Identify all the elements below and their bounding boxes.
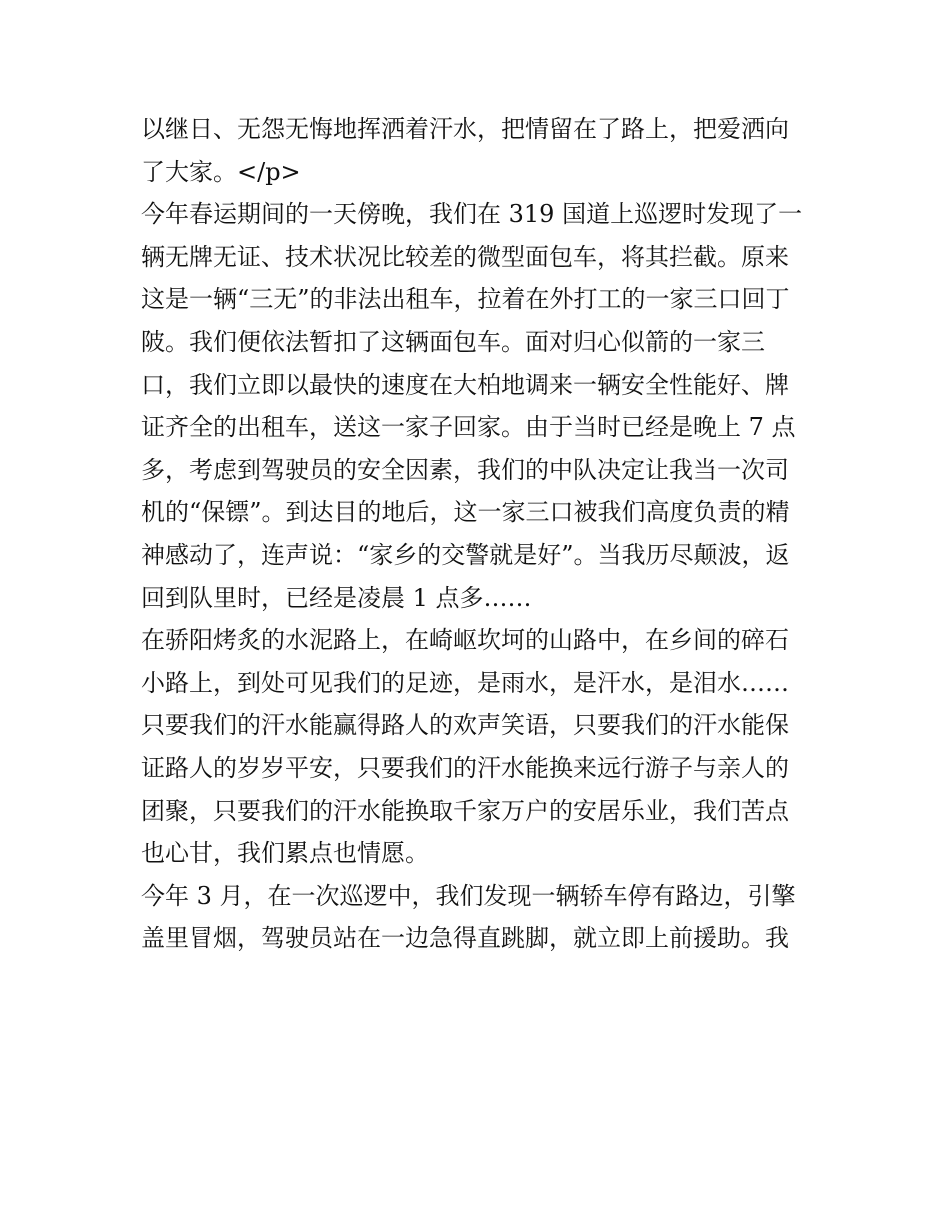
text-line-13: 在骄阳烤炙的水泥路上，在崎岖坎坷的山路中，在乡间的碎石 bbox=[141, 626, 789, 655]
text-line-17: 团聚，只要我们的汗水能换取千家万户的安居乐业，我们苦点 bbox=[141, 796, 789, 825]
text-line-2: 了大家。</p> bbox=[141, 157, 301, 186]
text-line-4: 辆无牌无证、技术状况比较差的微型面包车，将其拦截。原来 bbox=[141, 242, 789, 271]
document-body bbox=[141, 108, 817, 960]
text-line-8: 证齐全的出租车，送这一家子回家。由于当时已经是晚上 7 点 bbox=[141, 413, 796, 442]
text-line-16: 证路人的岁岁平安，只要我们的汗水能换来远行游子与亲人的 bbox=[141, 753, 789, 782]
text-line-7: 口，我们立即以最快的速度在大柏地调来一辆安全性能好、牌 bbox=[141, 370, 789, 399]
text-line-12: 回到队里时，已经是凌晨 1 点多…… bbox=[141, 583, 532, 612]
text-line-10: 机的“保镖”。到达目的地后，这一家三口被我们高度负责的精 bbox=[141, 498, 790, 527]
text-line-3: 今年春运期间的一天傍晚，我们在 319 国道上巡逻时发现了一 bbox=[141, 200, 803, 229]
text-line-1: 以继日、无怨无悔地挥洒着汗水，把情留在了路上，把爱洒向 bbox=[141, 115, 789, 143]
text-line-11: 神感动了，连声说：“家乡的交警就是好”。当我历尽颠波，返 bbox=[141, 540, 790, 569]
text-line-18: 也心甘，我们累点也情愿。 bbox=[141, 839, 429, 868]
text-line-15: 只要我们的汗水能赢得路人的欢声笑语，只要我们的汗水能保 bbox=[141, 711, 789, 740]
text-line-14: 小路上，到处可见我们的足迹，是雨水，是汗水，是泪水…… bbox=[141, 668, 789, 697]
text-line-9: 多，考虑到驾驶员的安全因素，我们的中队决定让我当一次司 bbox=[141, 455, 789, 484]
text-line-20: 盖里冒烟，驾驶员站在一边急得直跳脚，就立即上前援助。我 bbox=[141, 924, 789, 953]
text-line-5: 这是一辆“三无”的非法出租车，拉着在外打工的一家三口回丁 bbox=[141, 285, 790, 314]
text-line-19: 今年 3 月，在一次巡逻中，我们发现一辆轿车停有路边，引擎 bbox=[141, 881, 796, 910]
text-line-6: 陂。我们便依法暂扣了这辆面包车。面对归心似箭的一家三 bbox=[141, 327, 765, 356]
